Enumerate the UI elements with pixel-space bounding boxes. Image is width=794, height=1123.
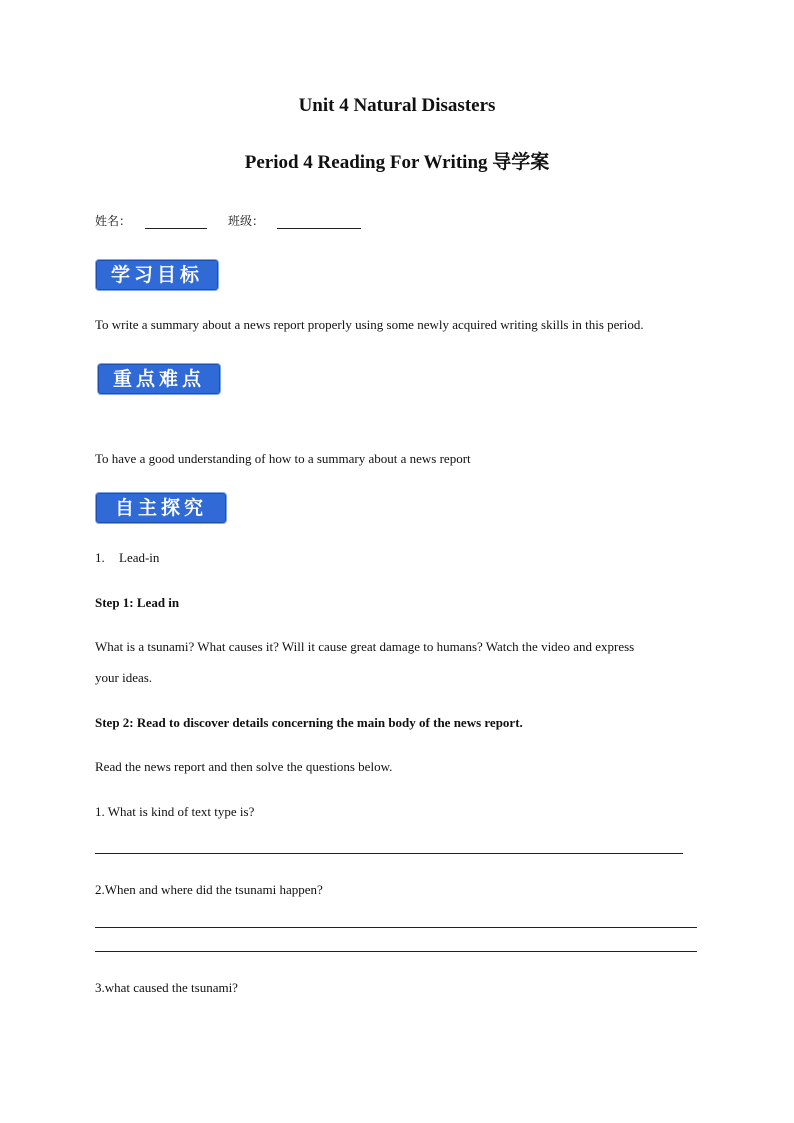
step2-instruction: Read the news report and then solve the questions below. [95,759,393,774]
lead-in-number: 1. [95,550,105,565]
step1-text-line1: What is a tsunami? What causes it? Will it cause great damage to humans? Watch the video and express [95,639,635,654]
document-title: Unit 4 Natural Disasters [298,95,496,116]
answer-line-1[interactable] [95,853,683,854]
key-points-badge: 重点难点 [97,363,221,395]
name-label: 姓名： [95,214,132,228]
answer-line-2b[interactable] [95,951,697,952]
lead-in-label: Lead-in [119,550,160,565]
class-blank[interactable] [277,228,361,229]
step1-heading: Step 1: Lead in [95,595,180,610]
objectives-badge: 学习目标 [95,259,219,291]
self-study-badge: 自主探究 [95,492,227,524]
document-subtitle: Period 4 Reading For Writing 导学案 [244,152,550,173]
key-points-text: To have a good understanding of how to a summary about a news report [95,451,471,466]
answer-line-2a[interactable] [95,927,697,928]
name-blank[interactable] [145,228,207,229]
class-label: 班级： [228,214,265,228]
step1-text-line2: your ideas. [95,670,153,685]
question-1: 1. What is kind of text type is? [95,804,255,819]
question-2: 2.When and where did the tsunami happen? [95,882,323,897]
question-3: 3.what caused the tsunami? [95,980,238,995]
objectives-text: To write a summary about a news report properly using some newly acquired writing skills in this period. [95,317,644,332]
step2-heading: Step 2: Read to discover details concerning the main body of the news report. [95,715,523,730]
